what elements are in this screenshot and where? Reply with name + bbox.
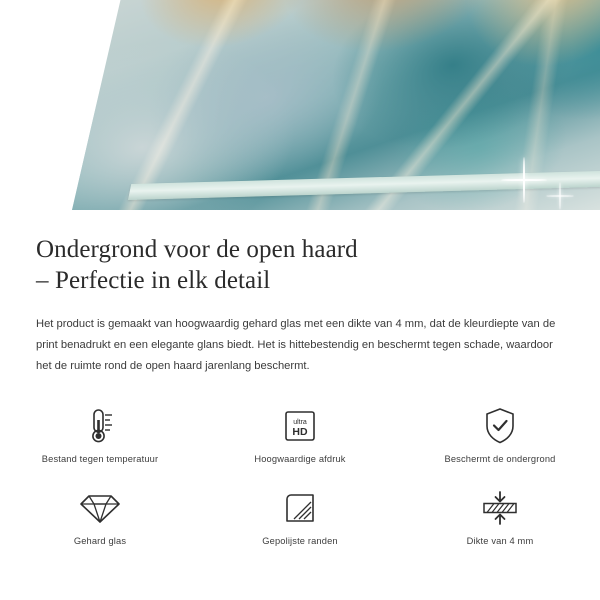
thermometer-icon [82,404,118,448]
feature-item [0,398,200,480]
feature-label: Gepolijste randen [262,536,338,546]
feature-label: Bestand tegen temperatuur [41,454,159,464]
text-content [0,218,600,377]
feature-label: Beschermt de ondergrond [444,454,556,464]
feature-item [400,398,600,480]
feature-label: Dikte van 4 mm [466,536,534,546]
headline-line-1: Ondergrond voor de open haard [36,236,358,263]
feature-item [200,480,400,562]
feature-grid [0,398,600,562]
feature-item [400,480,600,562]
feature-label: Hoogwaardige afdruk [254,454,346,464]
page-title [0,218,600,296]
feature-label: Gehard glas [73,536,127,546]
svg-text:HD: HD [292,426,308,438]
polished-edges-icon [281,486,319,530]
headline-line-2: – Perfectie in elk detail [36,267,271,294]
diamond-icon [79,486,121,530]
feature-item [0,480,200,562]
hero-image [0,0,600,218]
ultra-hd-icon [280,404,320,448]
body-paragraph: Het product is gemaakt van hoogwaardig gehard glas met een dikte van 4 mm, dat de kleurdiepte van de print benadrukt en een elegante glans biedt. Het is hittebestendig en beschermt tegen schade, waardoor het de ruimte rond de open haard jarenlang beschermt. [36,318,556,372]
svg-text:ultra: ultra [293,419,307,426]
thickness-arrows-icon [478,486,522,530]
shield-check-icon [481,404,519,448]
feature-item [200,398,400,480]
